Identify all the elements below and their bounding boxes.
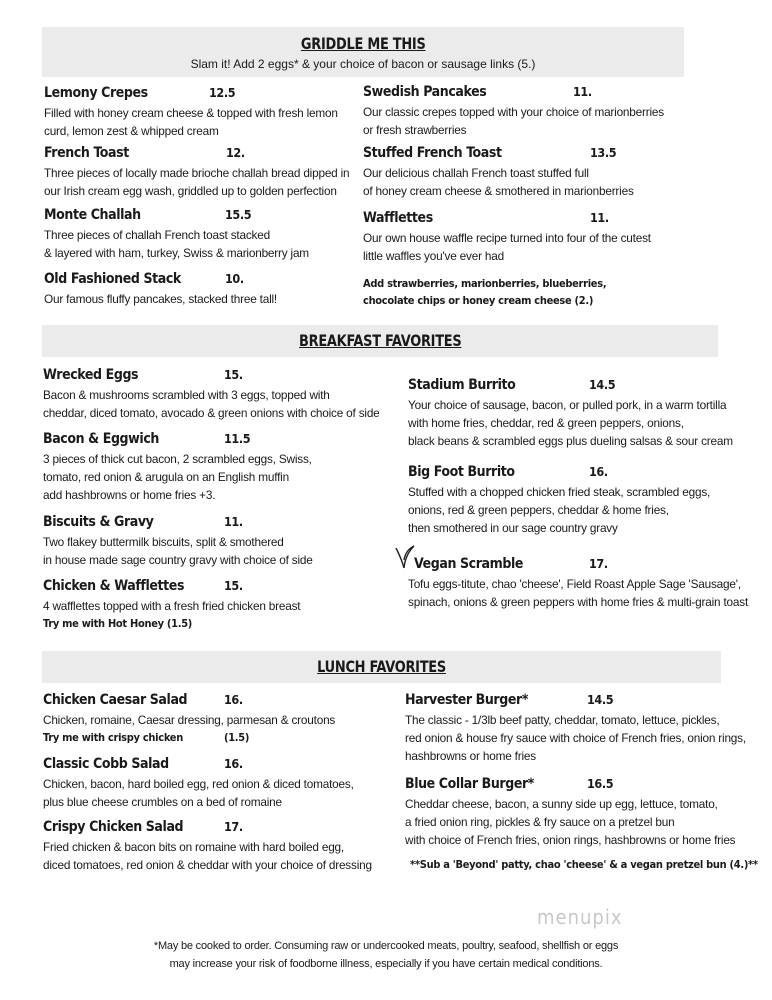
item-price: 16.	[224, 756, 243, 771]
item-desc: Stuffed with a chopped chicken fried steak, scrambled eggs,	[408, 485, 711, 499]
item-price: 10.	[225, 271, 244, 286]
addon-line: chocolate chips or honey cream cheese (2.)	[363, 294, 594, 307]
item-desc: plus blue cheese crumbles on a bed of romaine	[43, 795, 282, 809]
item-price: 16.5	[587, 776, 614, 791]
item-name: Chicken & Wafflettes	[43, 578, 185, 594]
item-desc: Bacon & mushrooms scrambled with 3 eggs, topped with	[43, 388, 330, 402]
item-desc: Chicken, bacon, hard boiled egg, red onion & diced tomatoes,	[43, 777, 354, 791]
item-extra: Try me with crispy chicken	[43, 731, 183, 744]
item-desc: with choice of French fries, onion rings, hashbrowns or home fries	[405, 833, 736, 847]
section-header-breakfast	[42, 325, 718, 357]
menu-item-chicken-caesar-salad	[43, 692, 335, 747]
section-header-lunch	[42, 651, 721, 683]
item-name: Blue Collar Burger*	[405, 776, 534, 792]
menu-item-lemony-crepes	[44, 85, 338, 140]
menu-item-biscuits-gravy	[43, 514, 313, 569]
menu-item-stadium-burrito	[408, 377, 733, 450]
item-desc: cheddar, diced tomato, avocado & green onions with choice of side	[43, 406, 380, 420]
menu-item-blue-collar-burger	[405, 776, 735, 849]
item-desc: add hashbrowns or home fries +3.	[43, 488, 216, 502]
section-header-griddle	[42, 27, 684, 77]
item-desc: Our famous fluffy pancakes, stacked three tall!	[44, 292, 277, 306]
item-name: Stadium Burrito	[408, 377, 516, 393]
item-price: 15.5	[225, 207, 252, 222]
item-desc: Filled with honey cream cheese & topped with fresh lemon	[44, 106, 338, 120]
item-name: Stuffed French Toast	[363, 145, 502, 161]
item-name: Biscuits & Gravy	[43, 514, 154, 530]
footnote	[0, 937, 772, 973]
item-name: Wafflettes	[363, 210, 433, 226]
item-desc: Our own house waffle recipe turned into four of the cutest	[363, 231, 651, 245]
menu-item-stuffed-french-toast	[363, 145, 634, 200]
item-desc: Three pieces of locally made brioche challah bread dipped in	[44, 166, 350, 180]
footnote-line: *May be cooked to order. Consuming raw or undercooked meats, poultry, seafood, shellfish or eggs	[153, 940, 619, 952]
addon-line: Add strawberries, marionberries, blueberries,	[363, 277, 607, 290]
item-name: Crispy Chicken Salad	[43, 819, 184, 835]
item-price: 11.5	[224, 431, 251, 446]
item-desc: of honey cream cheese & smothered in marionberries	[363, 184, 634, 198]
item-desc: Chicken, romaine, Caesar dressing, parmesan & croutons	[43, 713, 336, 727]
item-name: Old Fashioned Stack	[44, 271, 181, 287]
item-desc: Cheddar cheese, bacon, a sunny side up egg, lettuce, tomato,	[405, 797, 718, 811]
item-desc: Tofu eggs-titute, chao 'cheese', Field Roast Apple Sage 'Sausage',	[408, 577, 741, 591]
item-price: 17.	[224, 819, 243, 834]
item-desc: Fried chicken & bacon bits on romaine with hard boiled egg,	[43, 840, 344, 854]
item-name: Wrecked Eggs	[43, 367, 139, 383]
item-name: Classic Cobb Salad	[43, 756, 169, 772]
menu-item-french-toast	[44, 145, 349, 200]
item-desc: hashbrowns or home fries	[405, 749, 536, 763]
menu-item-vegan-scramble	[408, 556, 748, 611]
item-desc: or fresh strawberries	[363, 123, 467, 137]
menu-item-classic-cobb-salad	[43, 756, 354, 811]
item-desc: Three pieces of challah French toast stacked	[44, 228, 270, 242]
item-desc: a fried onion ring, pickles & fry sauce on a pretzel bun	[405, 815, 675, 829]
item-desc: diced tomatoes, red onion & cheddar with your choice of dressing	[43, 858, 372, 872]
section-subtitle: Slam it! Add 2 eggs* & your choice of bacon or sausage links (5.)	[190, 57, 536, 71]
menu-item-chicken-wafflettes	[43, 578, 300, 633]
item-name: Lemony Crepes	[44, 85, 148, 101]
item-desc: curd, lemon zest & whipped cream	[44, 124, 219, 138]
item-desc: The classic - 1/3lb beef patty, cheddar, tomato, lettuce, pickles,	[405, 713, 720, 727]
item-price: 11.	[573, 84, 592, 99]
item-desc: onions, red & green peppers, cheddar & home fries,	[408, 503, 669, 517]
menu-item-wrecked-eggs	[43, 367, 380, 422]
item-desc: then smothered in our sage country gravy	[408, 521, 618, 535]
item-price: 16.	[589, 464, 608, 479]
item-name: Harvester Burger*	[405, 692, 529, 708]
item-extra: Try me with Hot Honey (1.5)	[43, 617, 193, 630]
watermark-logo: menupix	[537, 905, 623, 929]
item-price: 12.5	[209, 85, 236, 100]
item-extra-price: (1.5)	[224, 731, 250, 744]
item-desc: our Irish cream egg wash, griddled up to golden perfection	[44, 184, 337, 198]
item-name: French Toast	[44, 145, 129, 161]
menu-item-crispy-chicken-salad	[43, 819, 372, 874]
menu-item-big-foot-burrito	[408, 464, 710, 537]
item-price: 14.5	[589, 377, 616, 392]
section-title: BREAKFAST FAVORITES	[298, 331, 462, 350]
item-desc: tomato, red onion & arugula on an English muffin	[43, 470, 289, 484]
item-price: 16.	[224, 692, 243, 707]
item-desc: & layered with ham, turkey, Swiss & marionberry jam	[44, 246, 309, 260]
item-name: Swedish Pancakes	[363, 84, 487, 100]
item-desc: Two flakey buttermilk biscuits, split & smothered	[43, 535, 284, 549]
section-title: GRIDDLE ME THIS	[300, 34, 426, 53]
footnote-line: may increase your risk of foodborne illness, especially if you have certain medical conditions.	[169, 958, 603, 970]
item-price: 13.5	[590, 145, 617, 160]
menu-item-bacon-eggwich	[43, 431, 312, 504]
item-desc: spinach, onions & green peppers with home fries & multi-grain toast	[408, 595, 749, 609]
item-price: 12.	[226, 145, 245, 160]
item-name: Big Foot Burrito	[408, 464, 515, 480]
menu-item-old-fashioned-stack	[44, 271, 277, 308]
section-title: LUNCH FAVORITES	[317, 657, 446, 676]
item-desc: 3 pieces of thick cut bacon, 2 scrambled eggs, Swiss,	[43, 452, 312, 466]
item-price: 17.	[589, 556, 608, 571]
item-desc: Your choice of sausage, bacon, or pulled pork, in a warm tortilla	[408, 398, 727, 412]
item-name: Vegan Scramble	[414, 556, 524, 572]
item-name: Bacon & Eggwich	[43, 431, 159, 447]
item-desc: 4 wafflettes topped with a fresh fried chicken breast	[43, 599, 301, 613]
item-desc: little waffles you've ever had	[363, 249, 504, 263]
item-desc: red onion & house fry sauce with choice of French fries, onion rings,	[405, 731, 746, 745]
item-desc: black beans & scrambled eggs plus dueling salsas & sour cream	[408, 434, 733, 448]
item-price: 11.	[590, 210, 609, 225]
item-name: Monte Challah	[44, 207, 141, 223]
item-price: 15.	[224, 578, 243, 593]
item-desc: Our classic crepes topped with your choice of marionberries	[363, 105, 664, 119]
menu-item-monte-challah	[44, 207, 309, 262]
menu-item-harvester-burger	[405, 692, 746, 765]
menu-item-swedish-pancakes	[363, 84, 664, 139]
menu-item-wafflettes	[363, 210, 651, 265]
item-price: 14.5	[587, 692, 614, 707]
item-price: 15.	[224, 367, 243, 382]
item-desc: in house made sage country gravy with choice of side	[43, 553, 313, 567]
item-name: Chicken Caesar Salad	[43, 692, 188, 708]
griddle-addon	[363, 275, 606, 309]
item-price: 11.	[224, 514, 243, 529]
item-desc: Our delicious challah French toast stuffed full	[363, 166, 589, 180]
lunch-vegan-note: **Sub a 'Beyond' patty, chao 'cheese' & a vegan pretzel bun (4.)**	[410, 858, 758, 871]
item-desc: with home fries, cheddar, red & green peppers, onions,	[408, 416, 684, 430]
